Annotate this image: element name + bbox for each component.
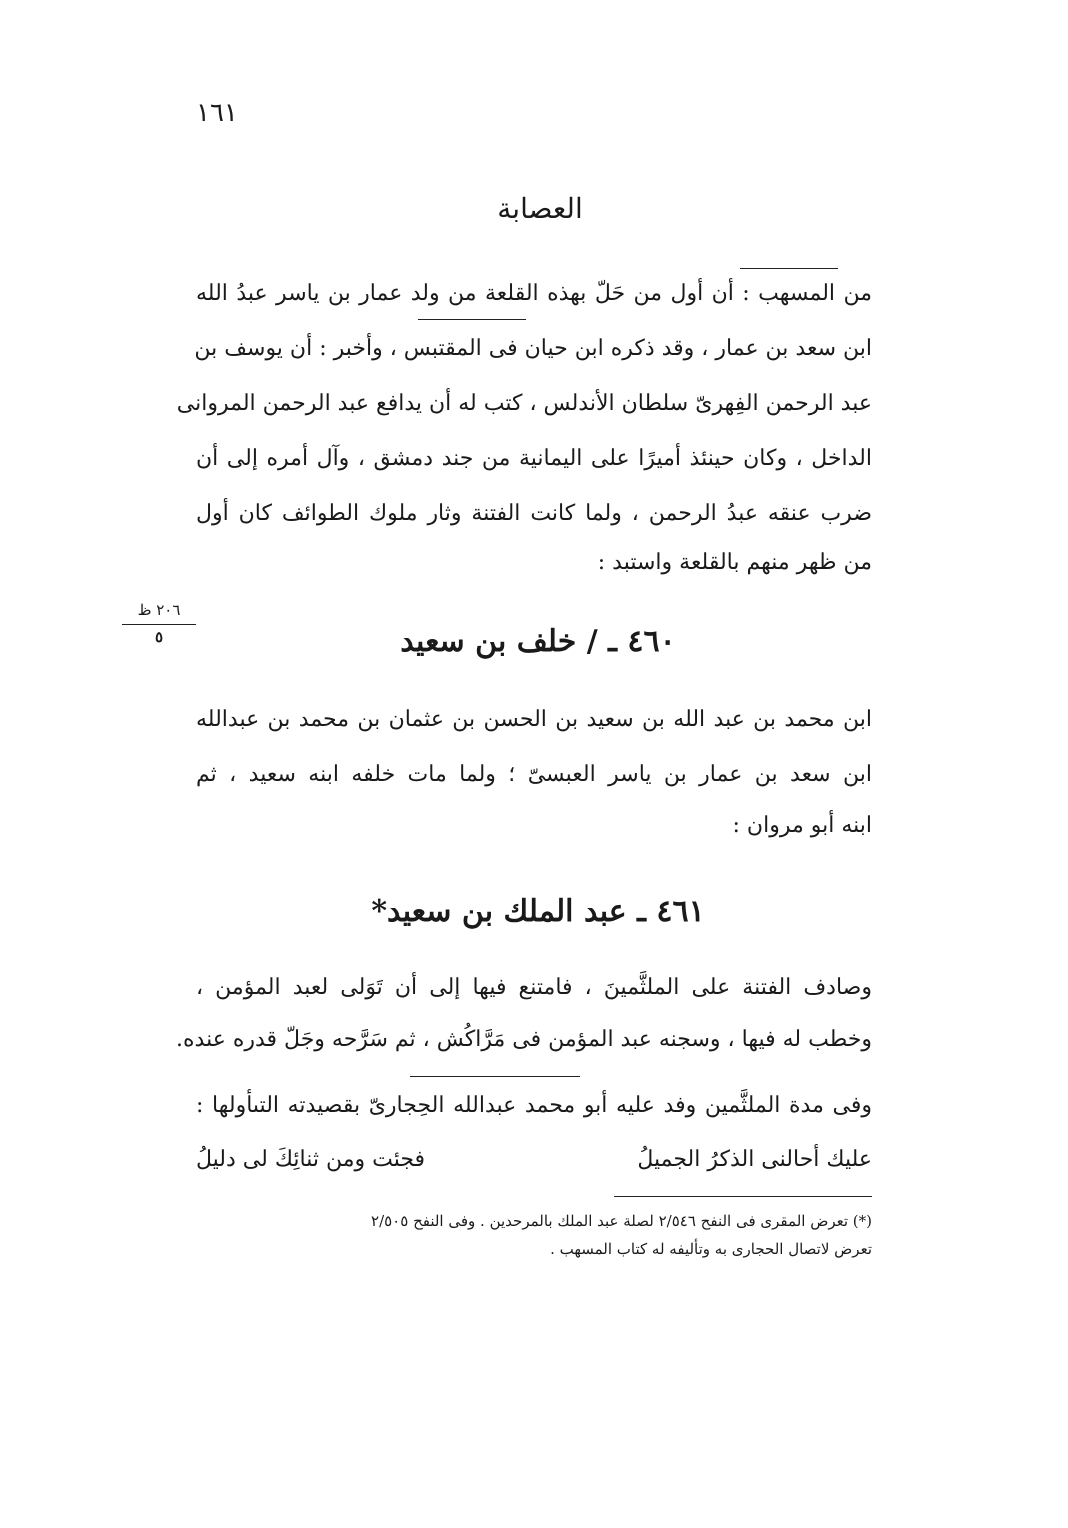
text-line: ابن سعد بن عمار بن ياسر العبسىّ ؛ ولما مات خلفه ابنه سعيد ، ثم xyxy=(196,762,872,787)
text-line: وفى مدة الملثَّمين وفد عليه أبو محمد عبدالله الحِجارىّ بقصيدته التىأولها : xyxy=(196,1093,872,1118)
text-line: من ظهر منهم بالقلعة واستبد : xyxy=(597,550,872,575)
page-number: ١٦١ xyxy=(196,98,238,128)
text-line: ابن سعد بن عمار ، وقد ذكره ابن حيان فى المقتبس ، وأخبر : أن يوسف بن xyxy=(194,336,872,361)
overline-mark xyxy=(740,268,838,269)
overline-mark xyxy=(410,1076,580,1077)
entry-460-heading: ٤٦٠ ـ / خلف بن سعيد xyxy=(400,624,676,659)
manuscript-folio-note xyxy=(122,600,196,647)
footnote-line: (*) تعرض المقرى فى النفح ٢/٥٤٦ لصلة عبد الملك بالمرحدين . وفى النفح ٢/٥٠٥ xyxy=(371,1212,872,1230)
footnote-line: تعرض لاتصال الحجارى به وتأليفه له كتاب المسهب . xyxy=(550,1240,872,1258)
running-head: العصابة xyxy=(497,192,583,225)
entry-461-heading: ٤٦١ ـ عبد الملك بن سعيد* xyxy=(371,894,705,929)
overline-mark xyxy=(418,319,526,320)
footnote-separator xyxy=(614,1196,872,1197)
line-number: ٥ xyxy=(122,624,196,647)
folio-number: ٢٠٦ ظ xyxy=(137,601,181,619)
verse-first-hemistich: عليك أحالنى الذكرُ الجميلُ xyxy=(637,1147,872,1172)
text-line: وصادف الفتنة على الملثَّمينَ ، فامتنع فيها إلى أن تَوَلى لعبد المؤمن ، xyxy=(196,975,872,1000)
text-line: ضرب عنقه عبدُ الرحمن ، ولما كانت الفتنة وثار ملوك الطوائف كان أول xyxy=(196,501,872,526)
verse-second-hemistich: فجئت ومن ثنائِكَ لى دليلُ xyxy=(196,1147,426,1172)
text-line: ابن محمد بن عبد الله بن سعيد بن الحسن بن عثمان بن محمد بن عبدالله xyxy=(196,707,872,732)
text-line: ابنه أبو مروان : xyxy=(732,813,872,838)
text-line: وخطب له فيها ، وسجنه عبد المؤمن فى مَرَّاكُش ، ثم سَرَّحه وجَلّ قدره عنده. xyxy=(176,1027,872,1052)
text-line: الداخل ، وكان حينئذ أميرًا على اليمانية من جند دمشق ، وآل أمره إلى أن xyxy=(196,446,872,471)
text-line: عبد الرحمن الفِهرىّ سلطان الأندلس ، كتب له أن يدافع عبد الرحمن المروانى xyxy=(176,391,872,416)
poem-verse xyxy=(196,1142,872,1178)
text-line: من المسهب : أن أول من حَلّ بهذه القلعة من ولد عمار بن ياسر عبدُ الله xyxy=(196,281,872,306)
